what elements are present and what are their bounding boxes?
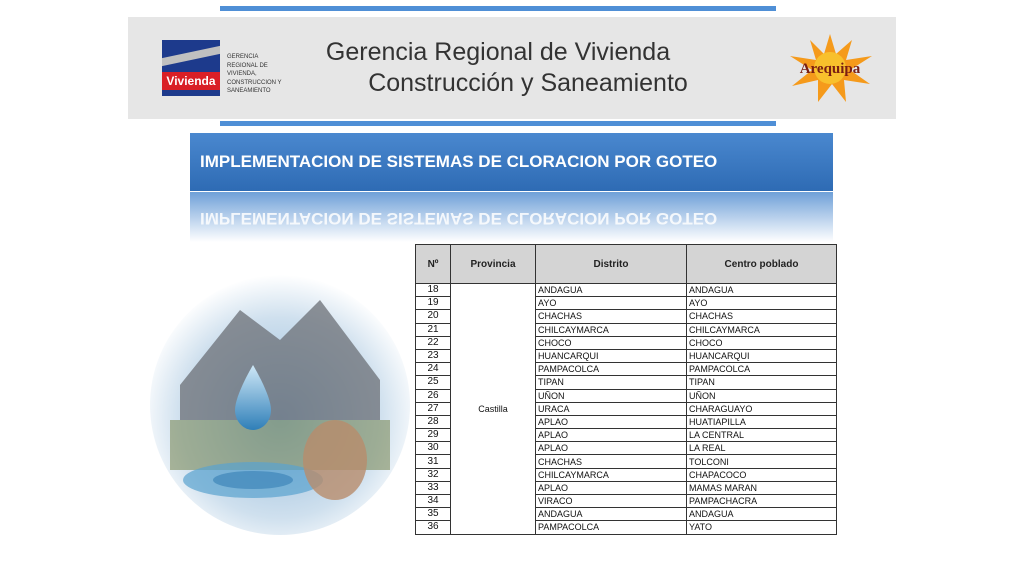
table-header-row [416, 245, 837, 284]
distrito-cell: APLAO [536, 429, 687, 442]
centro-poblado-cell: LA REAL [687, 442, 837, 455]
centro-poblado-cell: YATO [687, 521, 837, 534]
centro-poblado-cell: CHAPACOCO [687, 468, 837, 481]
row-number: 21 [416, 323, 451, 336]
row-number: 26 [416, 389, 451, 402]
distrito-cell: CHACHAS [536, 455, 687, 468]
col-header-distrito: Distrito [536, 245, 687, 284]
distrito-cell: CHACHAS [536, 310, 687, 323]
row-number: 19 [416, 297, 451, 310]
cloracion-table [415, 244, 837, 535]
row-number: 24 [416, 363, 451, 376]
col-header-provincia: Provincia [451, 245, 536, 284]
centro-poblado-cell: AYO [687, 297, 837, 310]
arequipa-sun-logo [784, 32, 876, 104]
distrito-cell: CHOCO [536, 336, 687, 349]
row-number: 35 [416, 508, 451, 521]
centro-poblado-cell: PAMPACHACRA [687, 495, 837, 508]
provincia-cell: Castilla [451, 284, 536, 535]
distrito-cell: ANDAGUA [536, 284, 687, 297]
centro-poblado-cell: CHACHAS [687, 310, 837, 323]
distrito-cell: CHILCAYMARCA [536, 323, 687, 336]
banner-reflection [190, 192, 833, 242]
distrito-cell: UÑON [536, 389, 687, 402]
distrito-cell: APLAO [536, 481, 687, 494]
col-header-centro-poblado: Centro poblado [687, 245, 837, 284]
centro-poblado-cell: CHOCO [687, 336, 837, 349]
vivienda-logo [162, 40, 220, 96]
row-number: 25 [416, 376, 451, 389]
badge-text: Arequipa [799, 61, 861, 77]
row-number: 18 [416, 284, 451, 297]
centro-poblado-cell: HUATIAPILLA [687, 415, 837, 428]
row-number: 23 [416, 349, 451, 362]
table-row [416, 284, 837, 297]
centro-poblado-cell: TIPAN [687, 376, 837, 389]
banner-reflection-text: IMPLEMENTACION DE SISTEMAS DE CLORACION POR GOTEO [200, 209, 718, 228]
centro-poblado-cell: CHARAGUAYO [687, 402, 837, 415]
row-number: 27 [416, 402, 451, 415]
row-number: 28 [416, 415, 451, 428]
distrito-cell: ANDAGUA [536, 508, 687, 521]
water-drop-illustration [150, 270, 410, 535]
centro-poblado-cell: ANDAGUA [687, 508, 837, 521]
distrito-cell: PAMPACOLCA [536, 521, 687, 534]
slide-header [128, 17, 896, 119]
row-number: 33 [416, 481, 451, 494]
page-title [288, 37, 708, 99]
title-line-2: Construcción y Saneamiento [368, 69, 688, 97]
distrito-cell: APLAO [536, 442, 687, 455]
centro-poblado-cell: MAMAS MARAN [687, 481, 837, 494]
distrito-cell: AYO [536, 297, 687, 310]
distrito-cell: TIPAN [536, 376, 687, 389]
distrito-cell: URACA [536, 402, 687, 415]
row-number: 32 [416, 468, 451, 481]
banner-title: IMPLEMENTACION DE SISTEMAS DE CLORACION POR GOTEO [200, 152, 718, 171]
distrito-cell: PAMPACOLCA [536, 363, 687, 376]
centro-poblado-cell: ANDAGUA [687, 284, 837, 297]
distrito-cell: VIRACO [536, 495, 687, 508]
row-number: 20 [416, 310, 451, 323]
header-bottom-rule [220, 121, 776, 126]
section-banner [190, 133, 833, 191]
centro-poblado-cell: CHILCAYMARCA [687, 323, 837, 336]
row-number: 34 [416, 495, 451, 508]
distrito-cell: CHILCAYMARCA [536, 468, 687, 481]
title-line-1: Gerencia Regional de Vivienda [325, 38, 671, 66]
row-number: 29 [416, 429, 451, 442]
header-top-rule [220, 6, 776, 11]
row-number: 22 [416, 336, 451, 349]
distrito-cell: APLAO [536, 415, 687, 428]
centro-poblado-cell: PAMPACOLCA [687, 363, 837, 376]
logo-word: Vivienda [162, 72, 220, 90]
logo-caption: GERENCIA REGIONAL DE VIVIENDA, CONSTRUCCION Y SANEAMIENTO [227, 54, 282, 94]
logo-roof-icon [162, 46, 220, 66]
distrito-cell: HUANCARQUI [536, 349, 687, 362]
centro-poblado-cell: TOLCONI [687, 455, 837, 468]
row-number: 36 [416, 521, 451, 534]
row-number: 30 [416, 442, 451, 455]
row-number: 31 [416, 455, 451, 468]
table-body [416, 284, 837, 535]
centro-poblado-cell: HUANCARQUI [687, 349, 837, 362]
centro-poblado-cell: LA CENTRAL [687, 429, 837, 442]
col-header-numero: Nº [416, 245, 451, 284]
centro-poblado-cell: UÑON [687, 389, 837, 402]
